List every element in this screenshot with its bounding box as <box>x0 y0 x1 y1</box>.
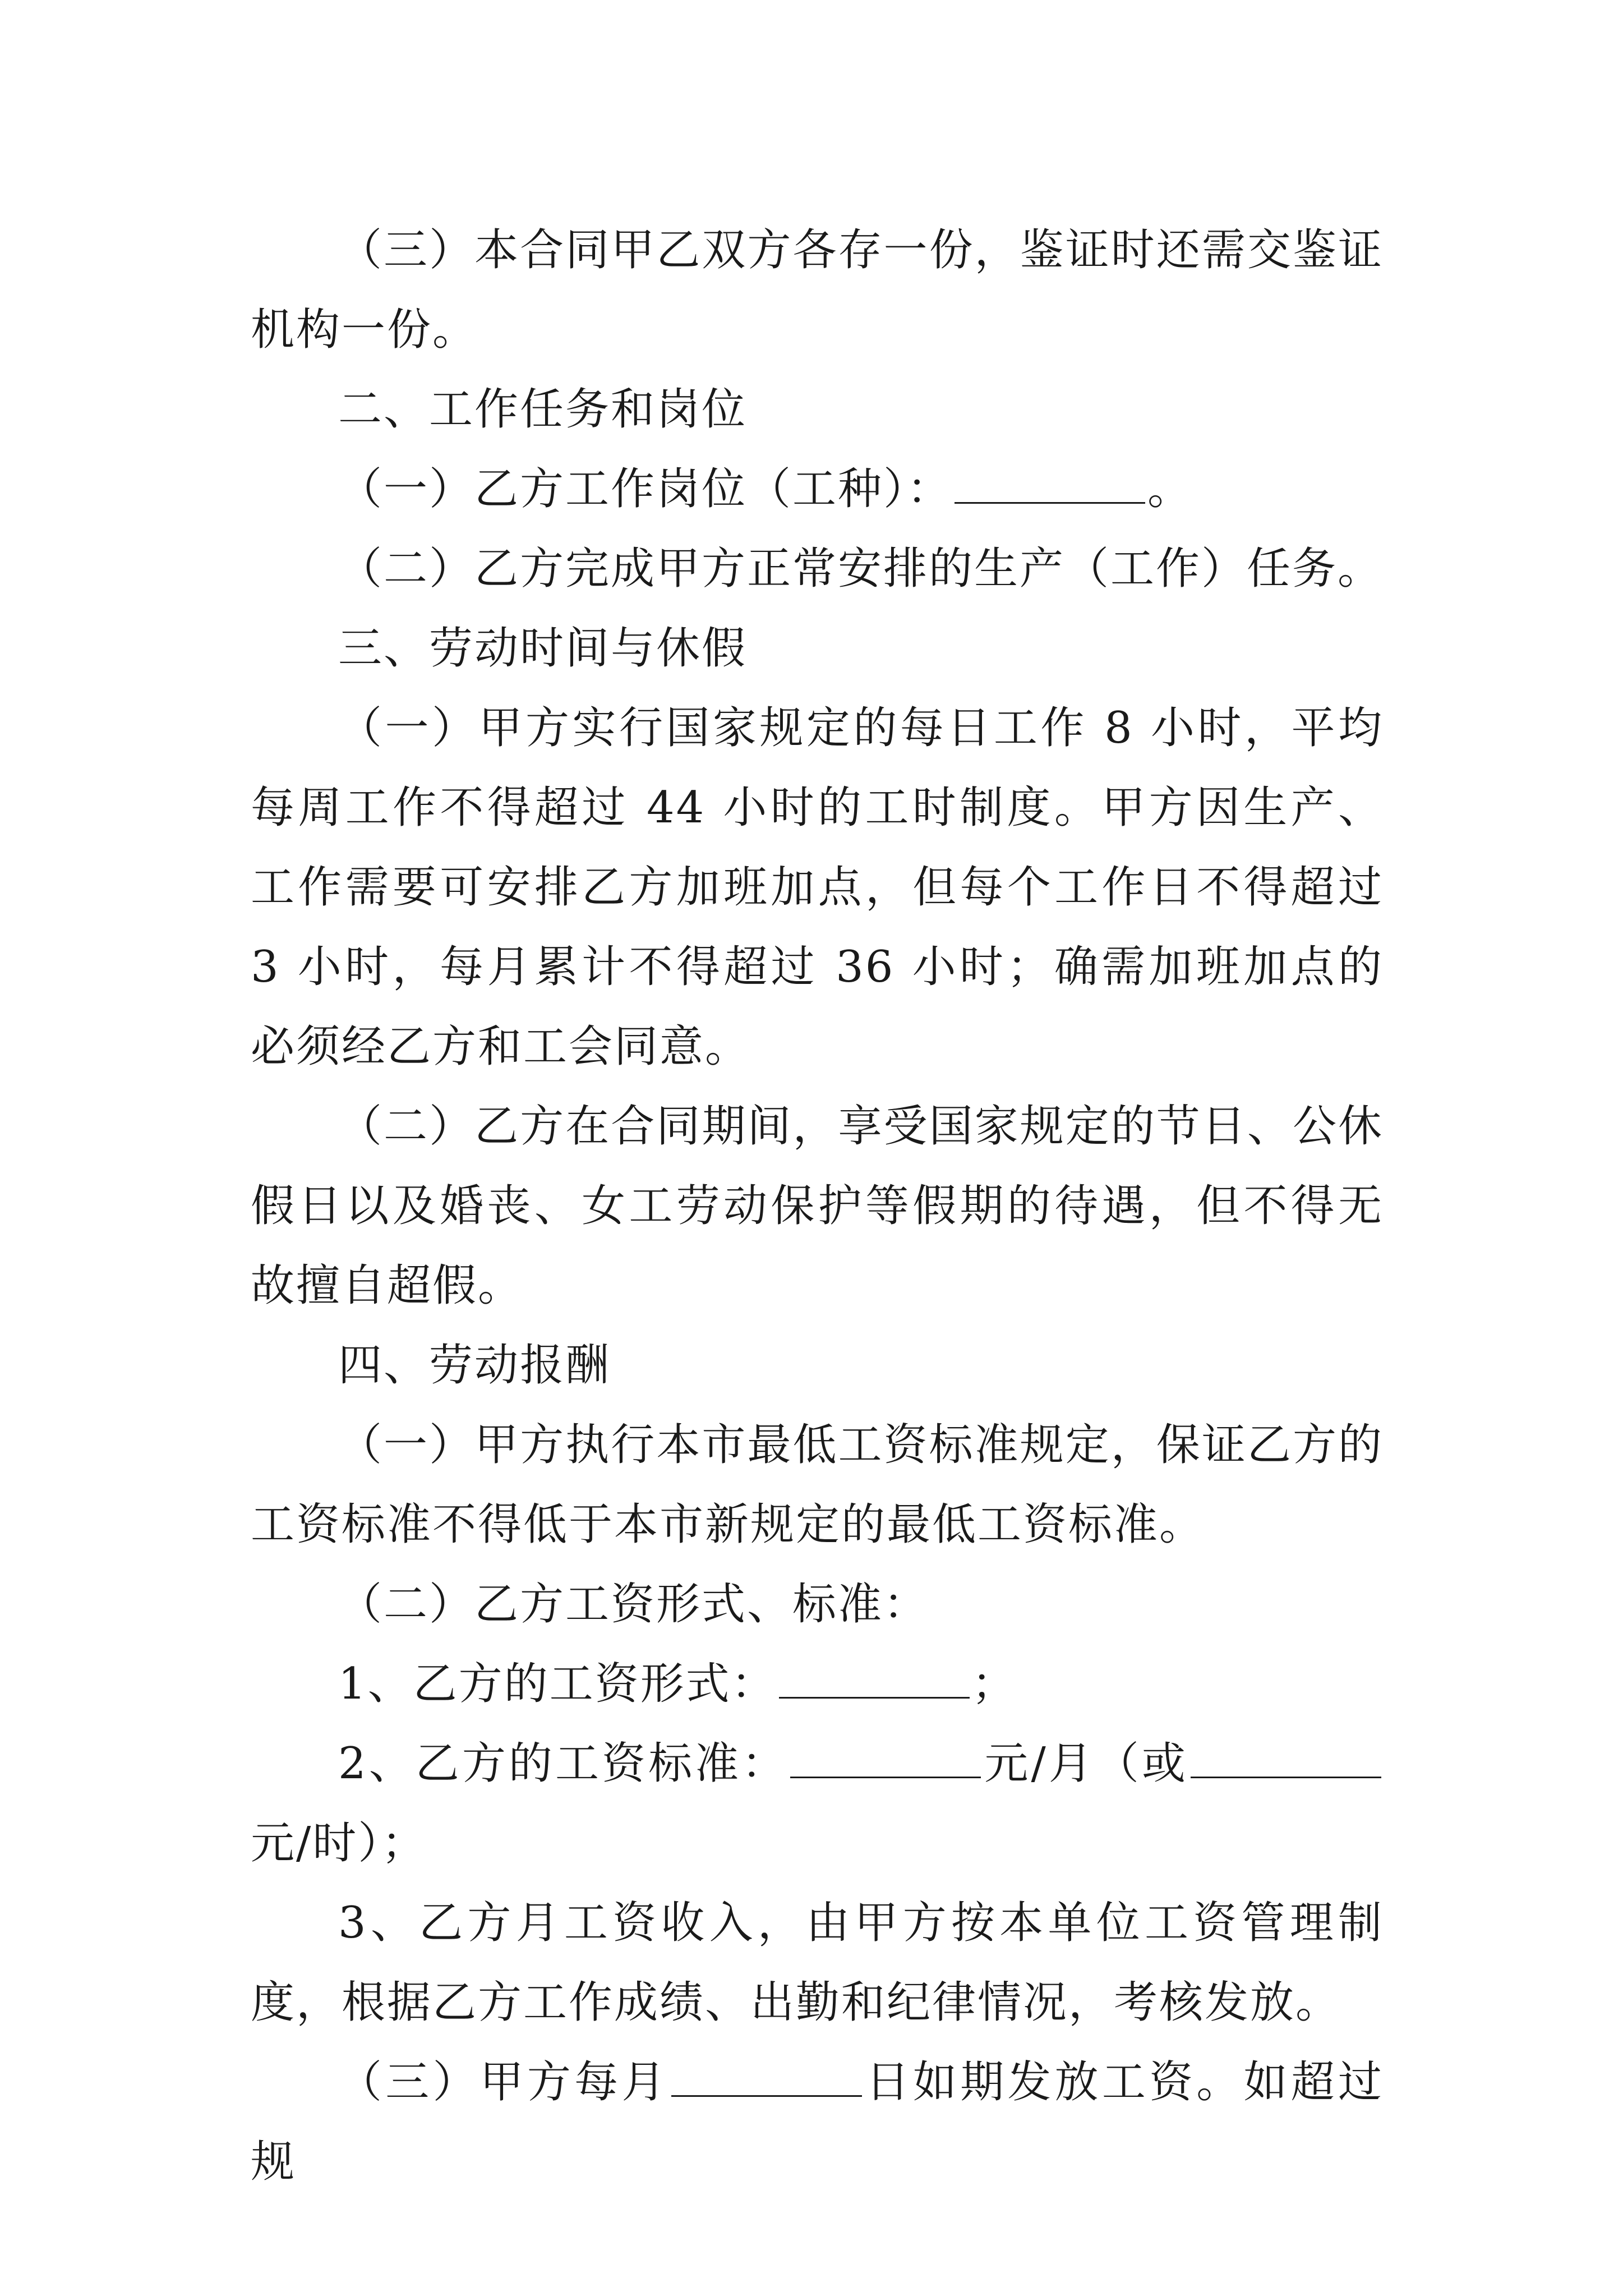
heading-work-tasks: 二、工作任务和岗位 <box>338 384 748 435</box>
heading-remuneration: 四、劳动报酬 <box>338 1340 611 1391</box>
blank-line <box>1191 1776 1381 1778</box>
paragraph-holidays: （二）乙方在合同期间，享受国家规定的节日、公休假日以及婚丧、女工劳动保护等假期的待遇，但不得无故擅自超假。 <box>251 1101 1384 1311</box>
paragraph-copies: （三）本合同甲乙双方各存一份，鉴证时还需交鉴证机构一份。 <box>251 225 1384 355</box>
paragraph-production-tasks: （二）乙方完成甲方正常安排的生产（工作）任务。 <box>338 544 1384 594</box>
paragraph-work-hours-rules: （一）甲方实行国家规定的每日工作 8 小时，平均每周工作不得超过 44 小时的工时制度。甲方因生产、工作需要可安排乙方加班加点，但每个工作日不得超过 3 小时，每月累计不得超过 36 小时；确需加班加点的必须经乙方和工会同意。 <box>251 703 1384 1072</box>
blank-line <box>779 1696 970 1699</box>
paragraph-wage-form-standard: （二）乙方工资形式、标准： <box>338 1579 929 1630</box>
paragraph-wage-standard: 2、乙方的工资标准： 元/月（或元/时）； <box>251 1724 1384 1883</box>
blank-line <box>955 501 1145 504</box>
paragraph-pay-day: （三）甲方每月 日如期发放工资。如超过规 <box>251 2057 1384 2187</box>
paragraph-wage-form: 1、乙方的工资形式： ； <box>338 1659 1017 1709</box>
heading-working-hours: 三、劳动时间与休假 <box>338 623 748 674</box>
paragraph-job-position: （一）乙方工作岗位（工种）： 。 <box>338 464 1193 514</box>
paragraph-minimum-wage: （一）甲方执行本市最低工资标准规定，保证乙方的工资标准不得低于本市新规定的最低工资标准。 <box>251 1420 1384 1550</box>
blank-line <box>790 1776 981 1778</box>
paragraph-monthly-income: 3、乙方月工资收入，由甲方按本单位工资管理制度，根据乙方工作成绩、出勤和纪律情况，考核发放。 <box>251 1898 1384 2028</box>
blank-line <box>671 2095 862 2097</box>
contract-body <box>251 210 1384 2202</box>
